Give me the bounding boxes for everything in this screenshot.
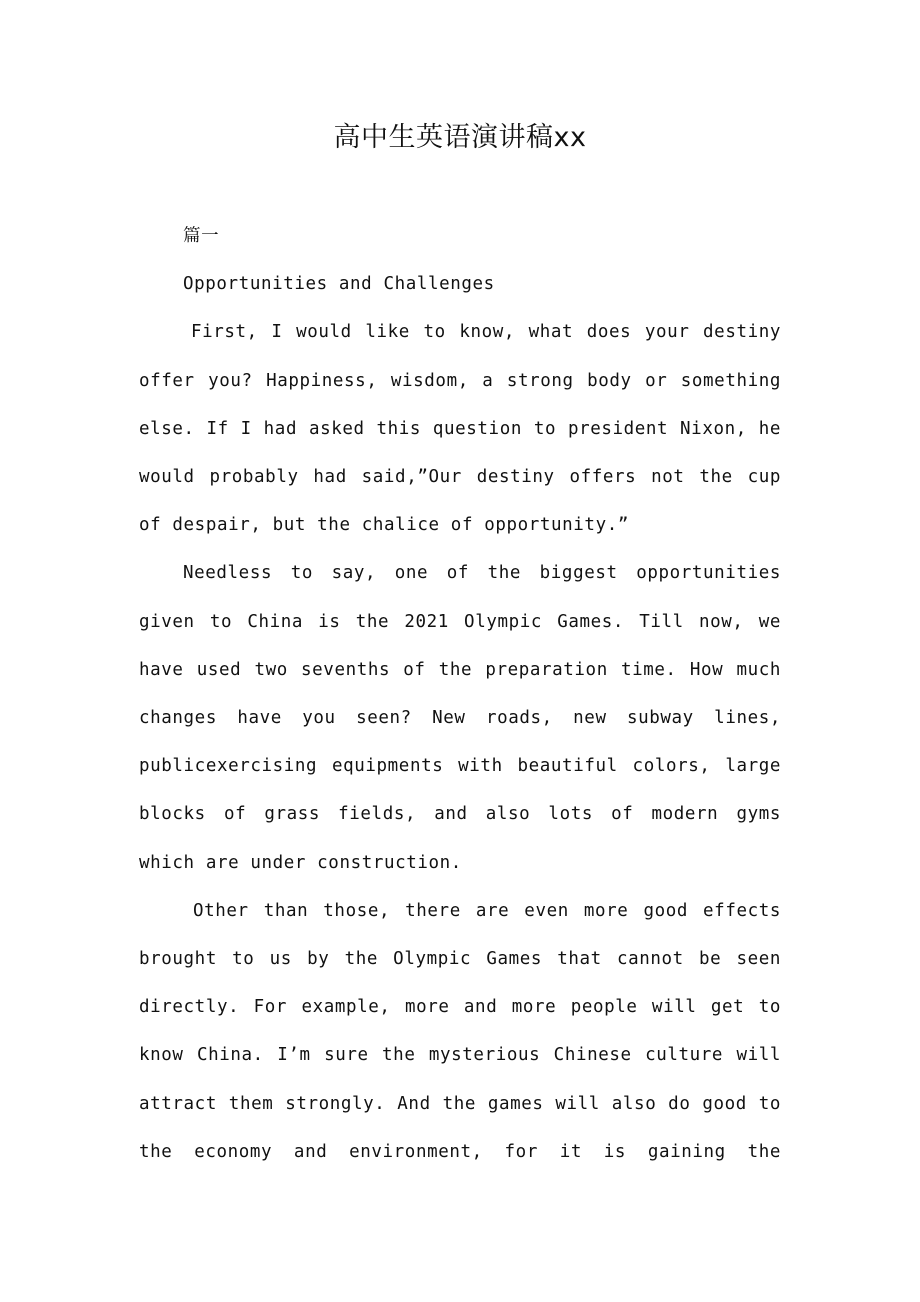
speech-subtitle: Opportunities and Challenges [183,274,495,295]
document-body [139,212,781,1176]
document-title: 高中生英语演讲稿xx [333,122,587,153]
paragraph-2: Needless to say, one of the biggest opportunities given to China is the 2021 Olympic Games. Till now, we have used two sevenths of the preparation time. How much changes have you seen? New roads, new subway lines, publicexercising equipments with beautiful colors, large blocks of grass fields, and also lots of modern gyms which are under construction. [139,563,781,873]
paragraph-1: First, I would like to know, what does your destiny offer you? Happiness, wisdom, a strong body or something else. If I had asked this question to president Nixon, he would probably had said,”Our destiny offers not the cup of despair, but the chalice of opportunity.” [139,322,781,536]
section-label: 篇一 [183,226,220,246]
paragraph-3: Other than those, there are even more good effects brought to us by the Olympic Games that cannot be seen directly. For example, more and more people will get to know China. I’m sure the mysterious Chinese culture will attract them strongly. And the games will also do good to the economy and environment, for it is gaining the [139,900,781,1162]
